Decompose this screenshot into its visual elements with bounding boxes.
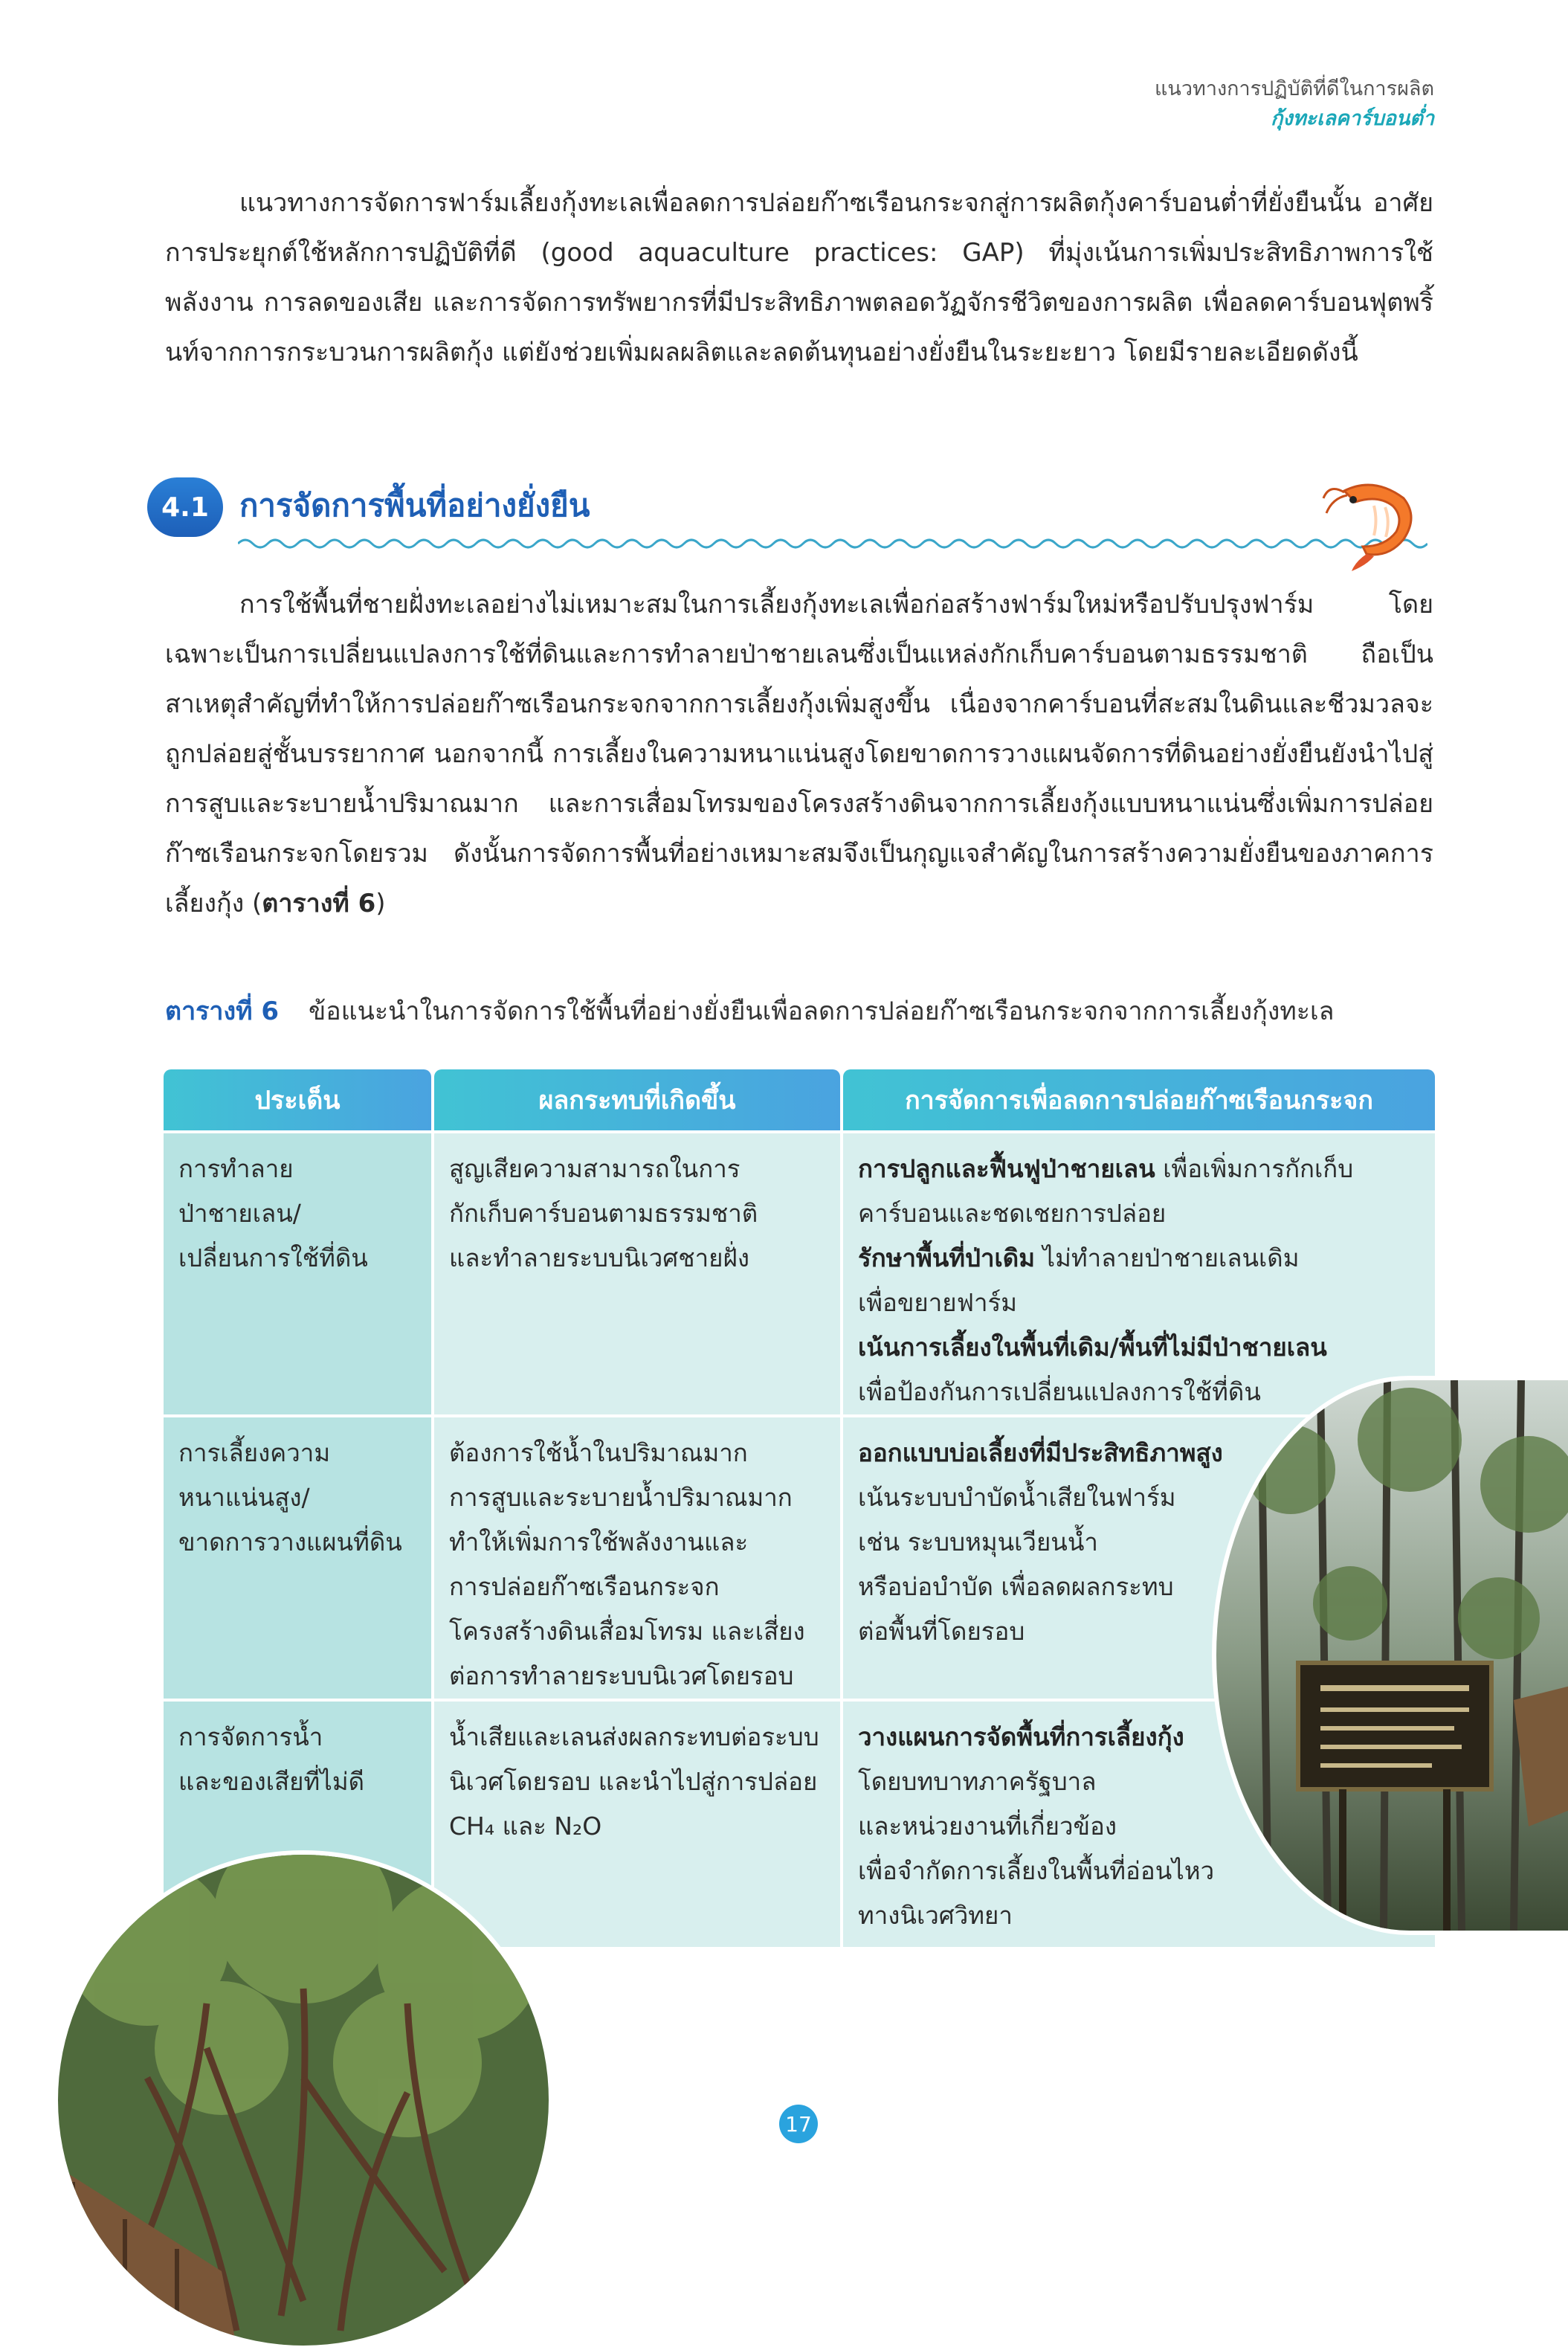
cell-impact: สูญเสียความสามารถในการ กักเก็บคาร์บอนตามธรรมชาติ และทำลายระบบนิเวศชายฝั่ง [434, 1133, 840, 1414]
running-header [1155, 74, 1434, 134]
section-title: การจัดการพื้นที่อย่างยั่งยืน [239, 487, 590, 524]
page-number: 17 [779, 2105, 818, 2143]
mangrove-roots-photo [54, 1850, 553, 2350]
table-header-row [164, 1069, 1435, 1130]
cell-issue: การทำลาย ป่าชายเลน/ เปลี่ยนการใช้ที่ดิน [164, 1133, 431, 1414]
wave-divider [238, 532, 1427, 555]
cell-management: วางแผนการจัดพื้นที่การเลี้ยงกุ้ง โดยบทบาทภาครัฐบาล และหน่วยงานที่เกี่ยวข้อง เพื่อจำกัดการเลี้ยงในพื้นที่อ่อนไหว ทางนิเวศวิทยา [843, 1702, 1435, 1947]
shrimp-icon [1322, 476, 1426, 573]
header-impact: ผลกระทบที่เกิดขึ้น [434, 1069, 840, 1130]
table-caption-label: ตารางที่ 6 [165, 997, 280, 1026]
table-reference: ตารางที่ 6 [262, 889, 376, 918]
header-issue: ประเด็น [164, 1069, 431, 1130]
cell-management: การปลูกและฟื้นฟูป่าชายเลน เพื่อเพิ่มการกักเก็บ คาร์บอนและชดเชยการปล่อย รักษาพื้นที่ป่าเดิม ไม่ทำลายป่าชายเลนเดิม เพื่อขยายฟาร์ม เน้นการเลี้ยงในพื้นที่เดิม/พื้นที่ไม่มีป่าชายเลน เพื่อป้องกันการเปลี่ยนแปลงการใช้ที่ดิน [843, 1133, 1435, 1414]
cell-issue: การเลี้ยงความ หนาแน่นสูง/ ขาดการวางแผนที่ดิน [164, 1417, 431, 1699]
header-line-2: กุ้งทะเลคาร์บอนต่ำ [1271, 107, 1434, 130]
section-number-badge: 4.1 [147, 477, 223, 537]
body-close: ) [375, 889, 386, 918]
body-paragraph [165, 580, 1433, 929]
cell-impact: ต้องการใช้น้ำในปริมาณมาก การสูบและระบายน้ำปริมาณมาก ทำให้เพิ่มการใช้พลังงานและ การปล่อยก๊าซเรือนกระจก โครงสร้างดินเสื่อมโทรม และเสี่ยง ต่อการทำลายระบบนิเวศโดยรอบ [434, 1417, 840, 1699]
table-caption-text: ข้อแนะนำในการจัดการใช้พื้นที่อย่างยั่งยืนเพื่อลดการปล่อยก๊าซเรือนกระจกจากการเลี้ยงกุ้งทะเล [309, 997, 1335, 1026]
cell-impact: น้ำเสียและเลนส่งผลกระทบต่อระบบ นิเวศโดยรอบ และนำไปสู่การปล่อย CH₄ และ N₂O [434, 1702, 840, 1947]
cell-issue: การจัดการน้ำ และของเสียที่ไม่ดี [164, 1702, 431, 1947]
table-row [164, 1133, 1435, 1414]
cell-management: ออกแบบบ่อเลี้ยงที่มีประสิทธิภาพสูง เน้นระบบบำบัดน้ำเสียในฟาร์ม เช่น ระบบหมุนเวียนน้ำ หรือบ่อบำบัด เพื่อลดผลกระทบ ต่อพื้นที่โดยรอบ [843, 1417, 1435, 1699]
header-management: การจัดการเพื่อลดการปล่อยก๊าซเรือนกระจก [843, 1069, 1435, 1130]
table-caption [165, 989, 1334, 1034]
intro-text: แนวทางการจัดการฟาร์มเลี้ยงกุ้งทะเลเพื่อลดการปล่อยก๊าซเรือนกระจกสู่การผลิตกุ้งคาร์บอนต่ำที่ยั่งยืนนั้น อาศัยการประยุกต์ใช้หลักการปฏิบัติที่ดี (good aquaculture practices: GAP) ที่มุ่งเน้นการเพิ่มประสิทธิภาพการใช้พลังงาน การลดของเสีย และการจัดการทรัพยากรที่มีประสิทธิภาพตลอดวัฏจักรชีวิตของการผลิต เพื่อลดคาร์บอนฟุตพริ้นท์จากการกระบวนการผลิตกุ้ง แต่ยังช่วยเพิ่มผลผลิตและลดต้นทุนอย่างยั่งยืนในระยะยาว โดยมีรายละเอียดดังนี้ [165, 188, 1433, 367]
body-text: การใช้พื้นที่ชายฝั่งทะเลอย่างไม่เหมาะสมในการเลี้ยงกุ้งทะเลเพื่อก่อสร้างฟาร์มใหม่หรือปรับปรุงฟาร์ม โดยเฉพาะเป็นการเปลี่ยนแปลงการใช้ที่ดินและการทำลายป่าชายเลนซึ่งเป็นแหล่งกักเก็บคาร์บอนตามธรรมชาติ ถือเป็นสาเหตุสำคัญที่ทำให้การปล่อยก๊าซเรือนกระจกจากการเลี้ยงกุ้งเพิ่มสูงขึ้น เนื่องจากคาร์บอนที่สะสมในดินและชีวมวลจะถูกปล่อยสู่ชั้นบรรยากาศ นอกจากนี้ การเลี้ยงในความหนาแน่นสูงโดยขาดการวางแผนจัดการที่ดินอย่างยั่งยืนยังนำไปสู่การสูบและระบายน้ำปริมาณมาก และการเสื่อมโทรมของโครงสร้างดินจากการเลี้ยงกุ้งแบบหนาแน่นซึ่งเพิ่มการปล่อยก๊าซเรือนกระจกโดยรวม ดังนั้นการจัดการพื้นที่อย่างเหมาะสมจึงเป็นกุญแจสำคัญในการสร้างความยั่งยืนของภาคการเลี้ยงกุ้ง ( [165, 590, 1433, 918]
intro-paragraph [165, 178, 1433, 378]
header-line-1: แนวทางการปฏิบัติที่ดีในการผลิต [1155, 77, 1434, 100]
